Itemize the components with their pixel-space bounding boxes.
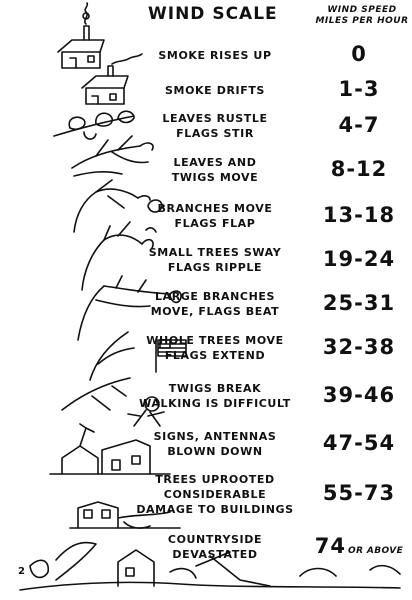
wind-speed-value xyxy=(310,383,408,407)
description-line: LARGE BRANCHES xyxy=(154,290,276,303)
wind-scale-row xyxy=(0,108,412,144)
description-line: BRANCHES MOVE xyxy=(157,202,273,215)
speed-range: 74 xyxy=(314,534,347,558)
wind-speed-value xyxy=(310,247,408,271)
speed-range: 1-3 xyxy=(338,77,380,101)
description-line: WALKING IS DIFFICULT xyxy=(139,397,291,410)
description-line: TWIGS BREAK xyxy=(168,382,262,395)
wind-speed-value xyxy=(310,481,408,505)
description-line: SMALL TREES SWAY xyxy=(148,246,282,259)
speed-range: 4-7 xyxy=(338,113,380,137)
description-line: FLAGS STIR xyxy=(176,127,254,140)
speed-range: 47-54 xyxy=(322,431,396,455)
wind-scale-row xyxy=(0,376,412,416)
description-line: TWIGS MOVE xyxy=(171,171,259,184)
wind-scale-row xyxy=(0,240,412,280)
wind-effect-description xyxy=(130,289,300,319)
speed-column-header: WIND SPEED xyxy=(327,5,397,15)
description-line: MOVE, FLAGS BEAT xyxy=(150,305,280,318)
speed-range: 8-12 xyxy=(330,157,388,181)
wind-scale-row xyxy=(0,196,412,236)
wind-effect-description xyxy=(130,83,300,98)
speed-range: 39-46 xyxy=(322,383,396,407)
wind-scale-row xyxy=(0,468,412,520)
wind-effect-description xyxy=(130,155,300,185)
wind-effect-description xyxy=(130,472,300,517)
wind-speed-value xyxy=(310,113,408,137)
wind-effect-description xyxy=(130,381,300,411)
wind-scale-row xyxy=(0,40,412,70)
description-line: COUNTRYSIDE xyxy=(167,533,263,546)
description-line: FLAGS FLAP xyxy=(174,217,256,230)
description-line: DEVASTATED xyxy=(172,548,258,561)
wind-speed-value xyxy=(310,534,408,558)
wind-effect-description xyxy=(130,333,300,363)
speed-range: 19-24 xyxy=(322,247,396,271)
wind-effect-description xyxy=(130,429,300,459)
wind-scale-row xyxy=(0,328,412,368)
description-line: FLAGS EXTEND xyxy=(164,349,266,362)
wind-effect-description xyxy=(130,532,300,562)
wind-effect-description xyxy=(130,48,300,63)
description-line: WHOLE TREES MOVE xyxy=(146,334,284,347)
wind-scale-row xyxy=(0,284,412,324)
speed-range: 0 xyxy=(351,42,367,66)
description-line: SMOKE DRIFTS xyxy=(165,83,265,97)
description-line: LEAVES AND xyxy=(173,156,257,169)
description-line: FLAGS RIPPLE xyxy=(167,261,263,274)
wind-scale-row xyxy=(0,150,412,190)
description-line: TREES UPROOTED xyxy=(155,472,275,486)
wind-effect-description xyxy=(130,245,300,275)
wind-speed-value xyxy=(310,42,408,66)
description-line: SIGNS, ANTENNAS xyxy=(153,430,277,443)
page-number: 2 xyxy=(18,566,25,577)
speed-range: 25-31 xyxy=(322,291,396,315)
wind-speed-value xyxy=(310,291,408,315)
description-line: SMOKE RISES UP xyxy=(158,48,272,62)
wind-speed-value xyxy=(310,157,408,181)
wind-effect-description xyxy=(130,111,300,141)
speed-unit-header: MILES PER HOUR xyxy=(315,16,409,26)
wind-speed-value xyxy=(310,77,408,101)
speed-range: 13-18 xyxy=(322,203,396,227)
wind-scale-row xyxy=(0,76,412,104)
speed-range: 55-73 xyxy=(322,481,396,505)
page-title: WIND SCALE xyxy=(148,4,278,24)
description-line: CONSIDERABLE xyxy=(163,487,267,501)
wind-speed-value xyxy=(310,335,408,359)
wind-scale-row xyxy=(0,424,412,464)
wind-effect-description xyxy=(130,201,300,231)
description-line: BLOWN DOWN xyxy=(167,445,263,458)
description-line: DAMAGE TO BUILDINGS xyxy=(136,502,294,516)
wind-speed-value xyxy=(310,431,408,455)
wind-speed-value xyxy=(310,203,408,227)
description-line: LEAVES RUSTLE xyxy=(162,112,268,125)
wind-scale-row xyxy=(0,522,412,572)
speed-range: 32-38 xyxy=(322,335,396,359)
speed-suffix: OR ABOVE xyxy=(348,546,404,556)
